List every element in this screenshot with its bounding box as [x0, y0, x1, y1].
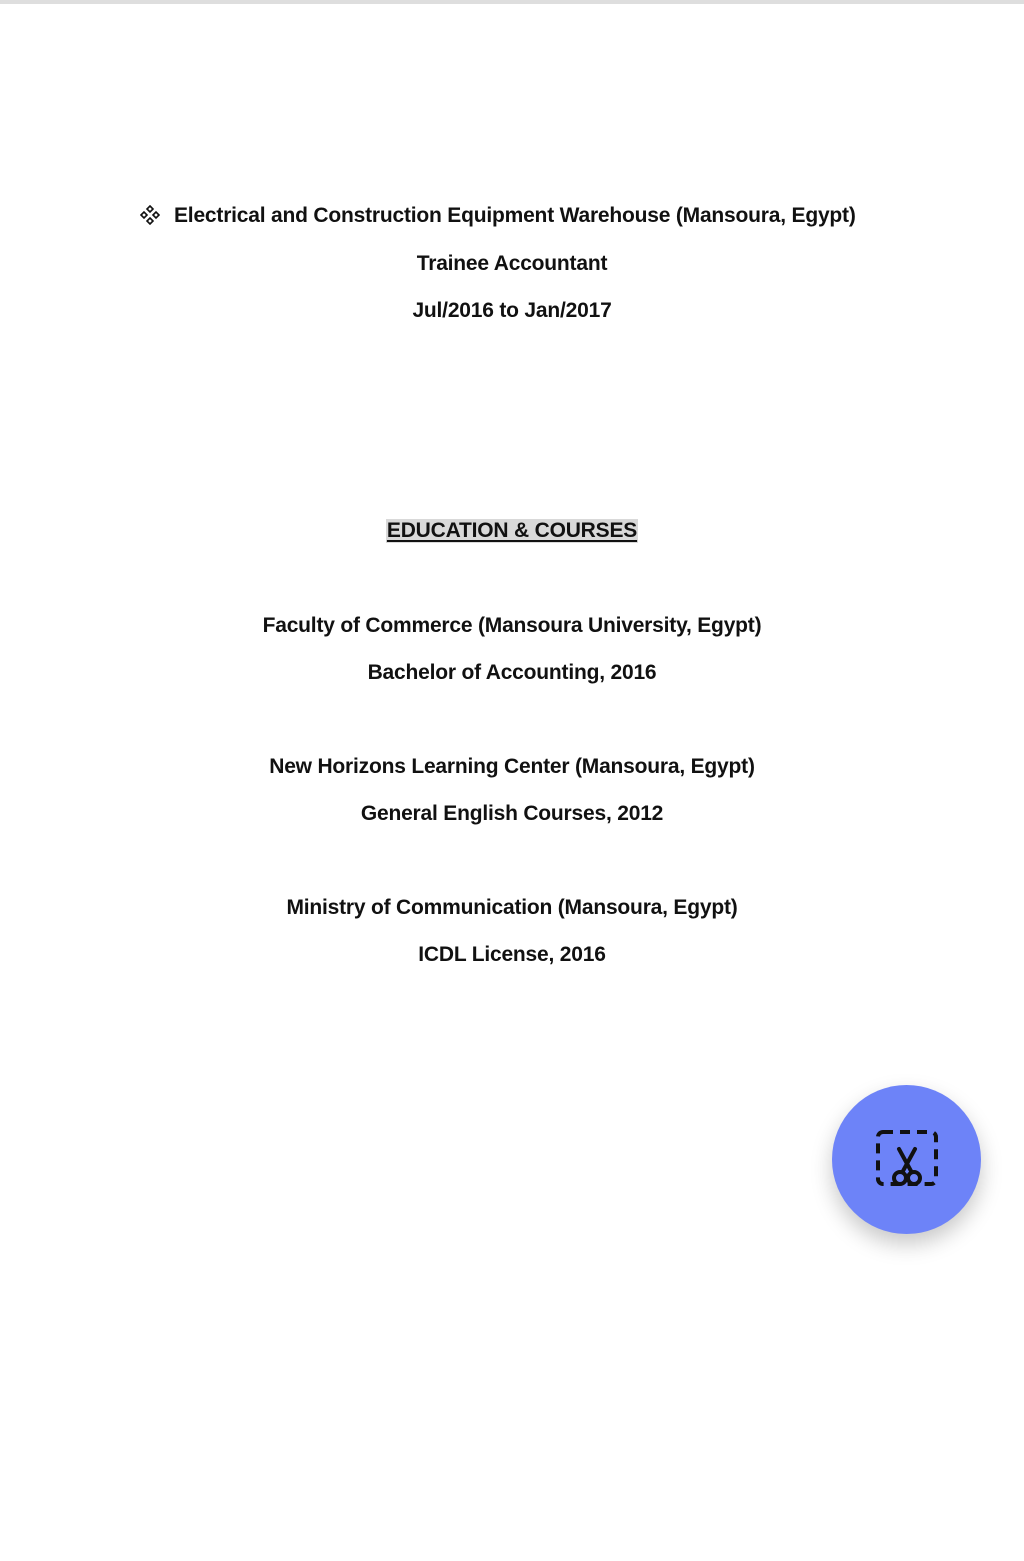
- education-institution: Ministry of Communication (Mansoura, Egypt): [286, 896, 738, 919]
- education-institution: New Horizons Learning Center (Mansoura, Egypt): [269, 755, 755, 778]
- top-edge-divider: [0, 0, 1024, 4]
- education-institution: Faculty of Commerce (Mansoura University, Egypt): [262, 614, 762, 637]
- four-diamond-bullet-icon: [140, 205, 160, 225]
- education-detail: ICDL License, 2016: [418, 943, 606, 966]
- screenshot-crop-button[interactable]: [832, 1085, 981, 1234]
- education-detail: Bachelor of Accounting, 2016: [367, 661, 657, 684]
- education-detail: General English Courses, 2012: [360, 802, 664, 825]
- experience-period: Jul/2016 to Jan/2017: [412, 299, 612, 322]
- screenshot-crop-scissors-icon: [873, 1127, 941, 1193]
- experience-company-line: [140, 204, 856, 228]
- section-heading: EDUCATION & COURSES: [386, 519, 638, 542]
- education-heading-row: [0, 519, 1024, 543]
- experience-company: Electrical and Construction Equipment Warehouse (Mansoura, Egypt): [174, 204, 856, 227]
- experience-role: Trainee Accountant: [416, 252, 608, 275]
